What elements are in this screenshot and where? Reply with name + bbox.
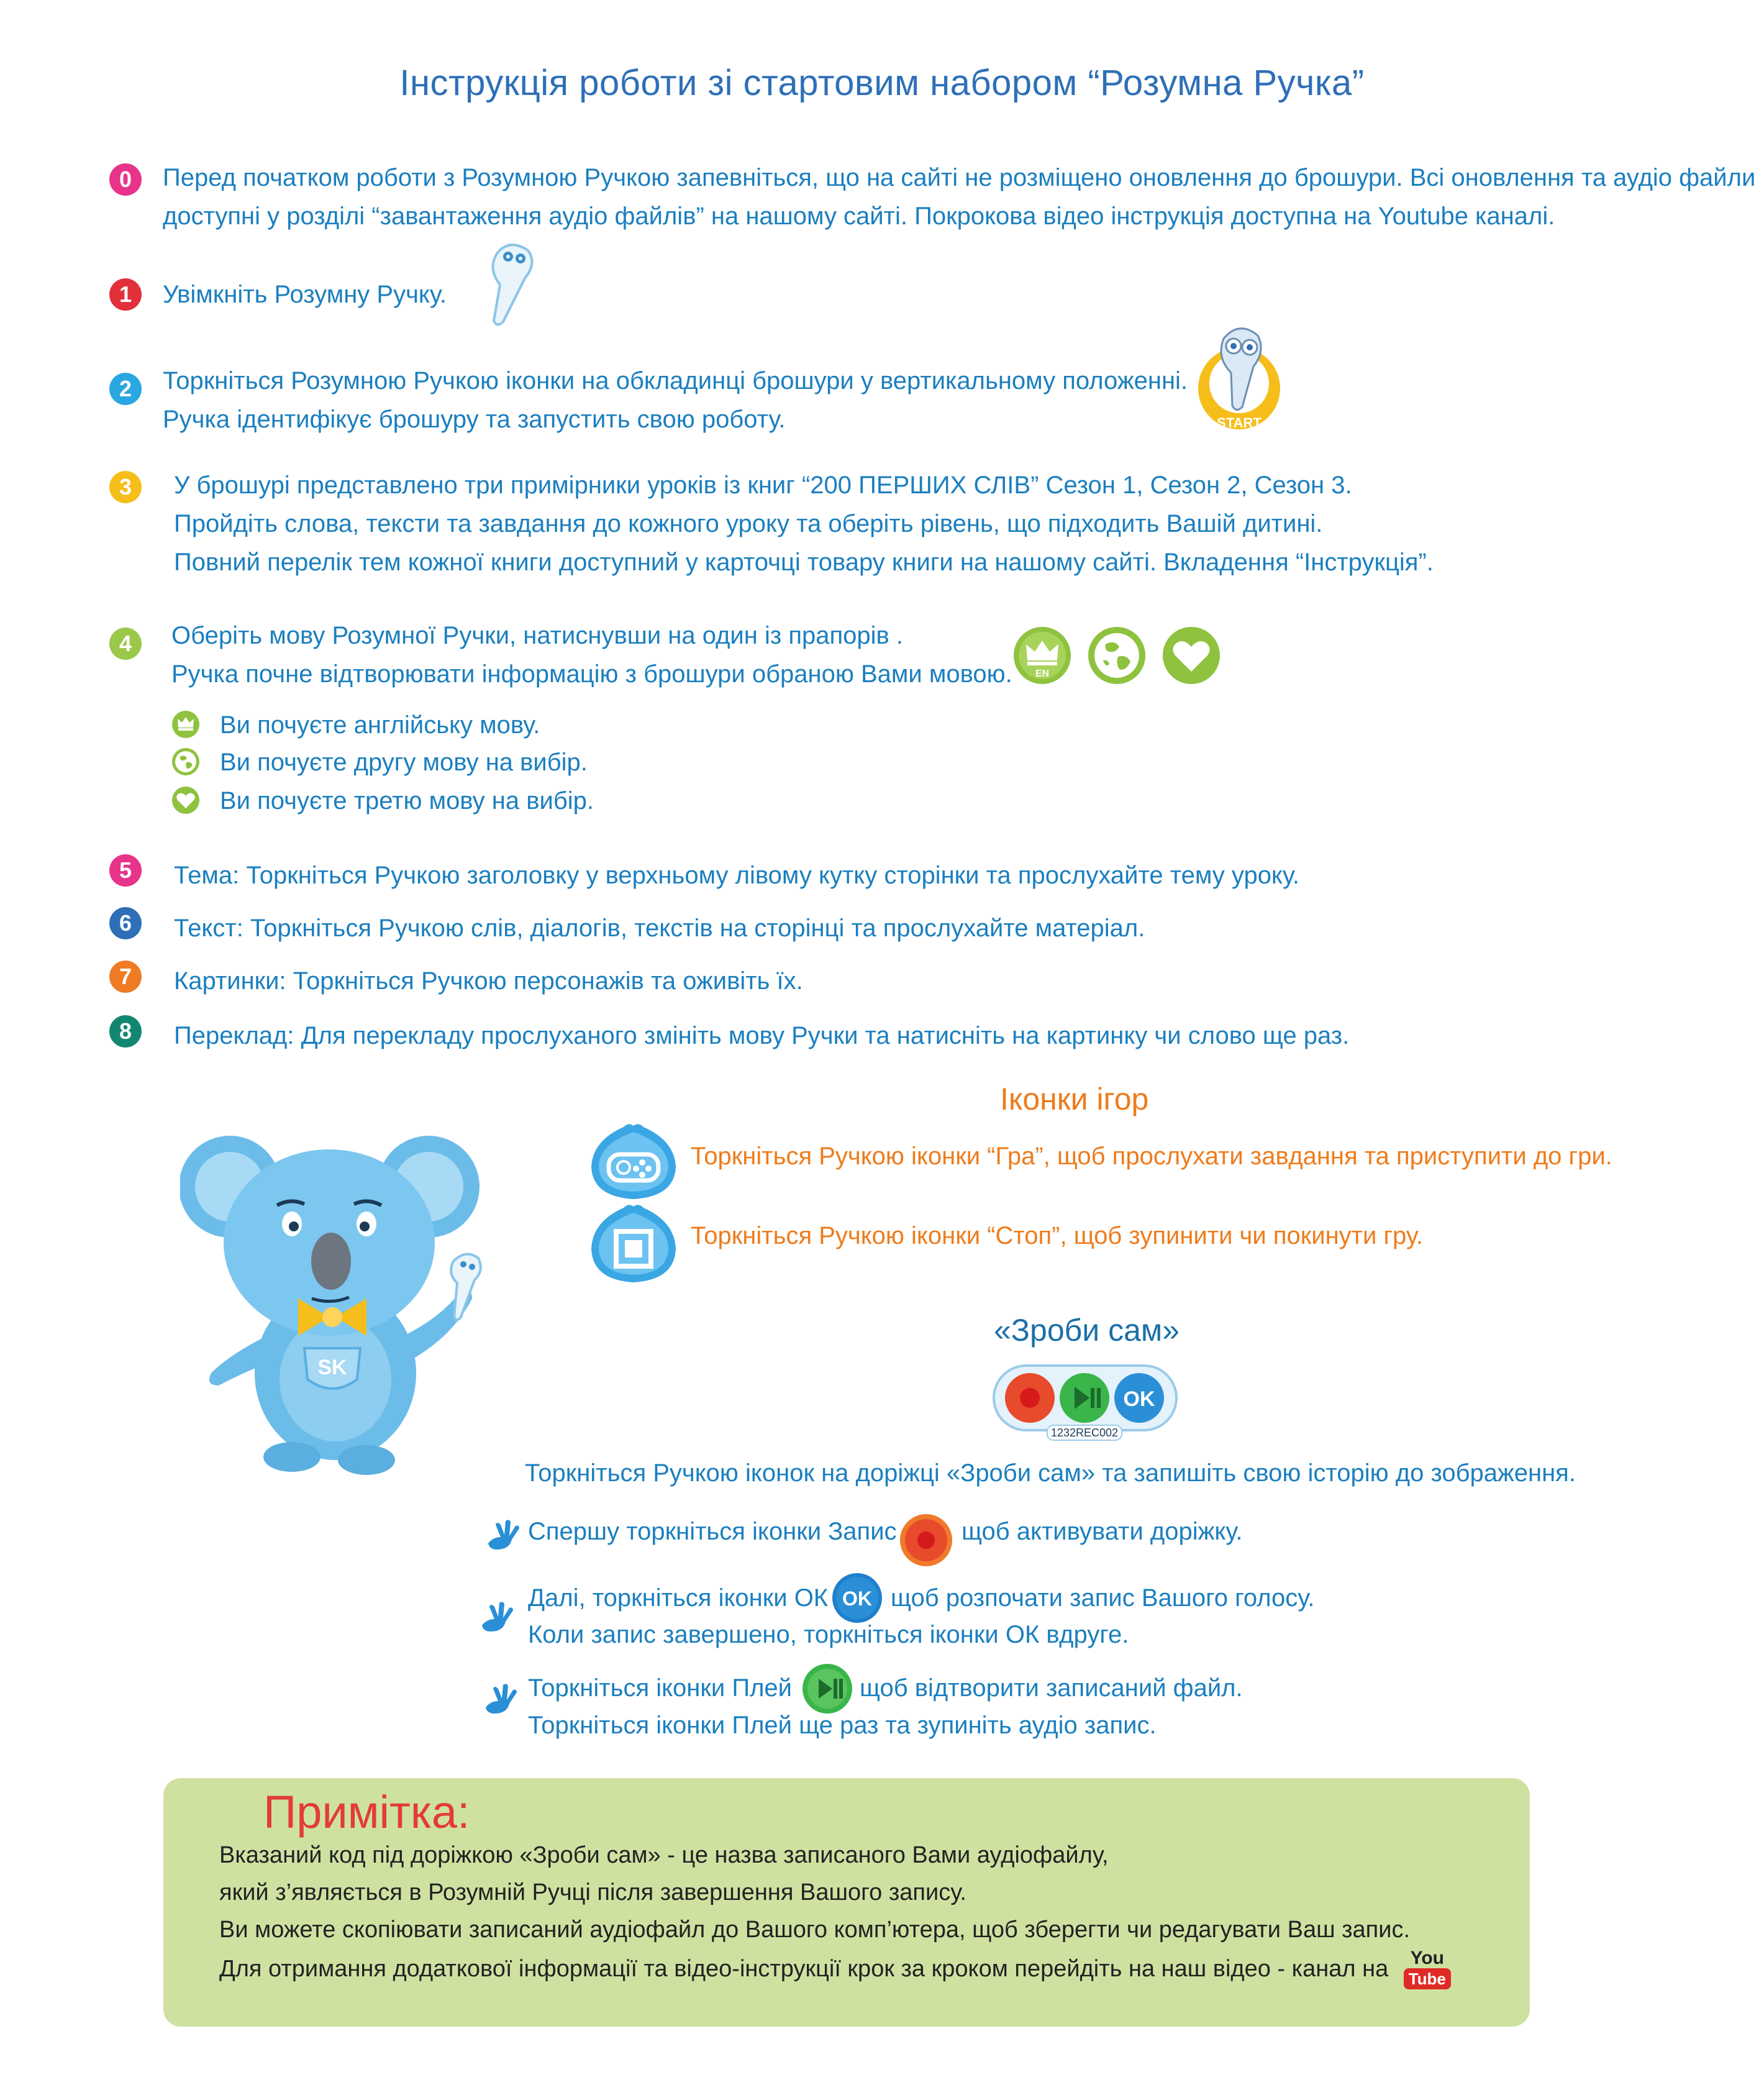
globe-small-icon bbox=[171, 747, 200, 776]
step-2-line-1: Торкніться Розумною Ручкою іконки на обкладинці брошури у вертикальному положенні. bbox=[163, 367, 1188, 395]
step-badge-7: 7 bbox=[109, 961, 142, 993]
en-label: EN bbox=[1035, 669, 1050, 679]
diy-code: 1232REC002 bbox=[1050, 1426, 1119, 1439]
step-4-line-2: Ручка почне відтворювати інформацію з брошури обраною Вами мовою. bbox=[171, 660, 1012, 688]
start-icon bbox=[1193, 314, 1286, 435]
diy-ok-line2: Коли запис завершено, торкніться іконки ОК вдруге. bbox=[528, 1621, 1129, 1648]
step-badge-2: 2 bbox=[109, 373, 142, 405]
step-4-line-1: Оберіть мову Розумної Ручки, натиснувши на один із прапорів . bbox=[171, 622, 903, 649]
step-0-line-1: Перед початком роботи з Розумною Ручкою запевніться, що на сайті не розміщено оновлення до брошури. Всі оновлення та аудіо файли bbox=[163, 164, 1756, 191]
game-play-icon bbox=[588, 1122, 680, 1203]
language-1-text: Ви почуєте англійську мову. bbox=[220, 711, 540, 739]
hand-bullet-icon bbox=[482, 1682, 519, 1717]
diy-track-ok-label: OK bbox=[1123, 1387, 1155, 1411]
note-line-4 bbox=[219, 1948, 1453, 1992]
games-title: Іконки ігор bbox=[1000, 1082, 1149, 1116]
step-badge-4: 4 bbox=[109, 628, 142, 660]
step-4-text bbox=[171, 616, 1012, 693]
step-2-line-2: Ручка ідентифікує брошуру та запустить свою роботу. bbox=[163, 406, 786, 433]
ok-icon-label: OK bbox=[842, 1587, 872, 1610]
language-3-text: Ви почуєте третю мову на вибір. bbox=[220, 787, 594, 815]
diy-ok-after: щоб розпочати запис Вашого голосу. bbox=[891, 1584, 1315, 1612]
step-badge-8: 8 bbox=[109, 1015, 142, 1048]
game-play-text: Торкніться Ручкою іконки “Гра”, щоб прослухати завдання та приступити до гри. bbox=[691, 1143, 1612, 1170]
diy-play-line2: Торкніться іконки Плей ще раз та зупиніть аудіо запис. bbox=[528, 1712, 1157, 1739]
youtube-icon-top: You bbox=[1410, 1948, 1444, 1968]
note-line-4-text: Для отримання додаткової інформації та відео-інструкції крок за кроком перейдіть на наш відео - канал на bbox=[219, 1956, 1389, 1983]
step-8-text: Переклад: Для перекладу прослуханого змініть мову Ручки та натисніть на картинку чи слово ще раз. bbox=[174, 1022, 1350, 1049]
step-badge-1: 1 bbox=[109, 278, 142, 311]
game-stop-icon bbox=[588, 1203, 680, 1286]
step-badge-0: 0 bbox=[109, 163, 142, 196]
crown-en-icon bbox=[1012, 626, 1072, 685]
note-line-2: який з’являється в Розумній Ручці після завершення Вашого запису. bbox=[219, 1879, 966, 1906]
step-7-text: Картинки: Торкніться Ручкою персонажів та оживіть їх. bbox=[174, 967, 803, 995]
note-line-1: Вказаний код під доріжкою «Зроби сам» - це назва записаного Вами аудіофайлу, bbox=[219, 1842, 1109, 1868]
hand-bullet-icon bbox=[484, 1518, 522, 1553]
globe-icon bbox=[1087, 626, 1147, 685]
diy-play-before: Торкніться іконки Плей bbox=[528, 1674, 793, 1702]
diy-ok-before: Далі, торкніться іконки ОК bbox=[528, 1584, 829, 1612]
hand-bullet-icon bbox=[478, 1600, 516, 1635]
note-line-3: Ви можете скопіювати записаний аудіофайл до Вашого комп’ютера, щоб зберегти чи редагувати Ваш запис. bbox=[219, 1917, 1411, 1943]
smart-pen-icon bbox=[478, 235, 540, 328]
step-3-line-1: У брошурі представлено три примірники уроків із книг “200 ПЕРШИХ СЛІВ” Сезон 1, Сезон 2, Сезон 3. bbox=[174, 472, 1352, 499]
note-title: Примітка: bbox=[263, 1786, 470, 1838]
step-3-text bbox=[174, 466, 1434, 582]
step-5-text: Тема: Торкніться Ручкою заголовку у верхньому лівому кутку сторінки та прослухайте тему уроку. bbox=[174, 862, 1299, 889]
heart-icon bbox=[1162, 626, 1221, 685]
step-2-text bbox=[163, 362, 1188, 439]
start-label: START bbox=[1217, 415, 1262, 431]
step-0-line-2: доступні у розділі “завантаження аудіо файлів” на нашому сайті. Покрокова відео інструкція доступна на Youtube каналі. bbox=[163, 203, 1555, 230]
youtube-icon[interactable] bbox=[1401, 1948, 1453, 1992]
language-2-text: Ви почуєте другу мову на вибір. bbox=[220, 749, 588, 776]
step-6-text: Текст: Торкніться Ручкою слів, діалогів, текстів на сторінці та прослухайте матеріал. bbox=[174, 915, 1145, 942]
youtube-icon-bottom: Tube bbox=[1404, 1968, 1451, 1989]
page-title: Інструкція роботи зі стартовим набором “Розумна Ручка” bbox=[399, 63, 1365, 103]
diy-intro: Торкніться Ручкою іконок на доріжці «Зроби сам» та запишіть свою історію до зображення. bbox=[525, 1459, 1576, 1487]
heart-small-icon bbox=[171, 786, 200, 815]
step-3-line-3: Повний перелік тем кожної книги доступний у карточці товару книги на нашому сайті. Вкладення “Інструкція”. bbox=[174, 549, 1434, 576]
diy-rec-after: щоб активувати доріжку. bbox=[962, 1518, 1243, 1545]
note-body bbox=[219, 1837, 1453, 1992]
diy-play-after: щоб відтворити записаний файл. bbox=[860, 1674, 1243, 1702]
step-1-text: Увімкніть Розумну Ручку. bbox=[163, 281, 447, 308]
record-icon bbox=[898, 1512, 954, 1568]
step-badge-6: 6 bbox=[109, 907, 142, 939]
step-0-text bbox=[163, 158, 1755, 235]
mascot-badge: SK bbox=[317, 1356, 347, 1379]
diy-title: «Зроби сам» bbox=[994, 1313, 1180, 1348]
crown-icon bbox=[171, 710, 200, 739]
step-3-line-2: Пройдіть слова, тексти та завдання до кожного уроку та оберіть рівень, що підходить Вашій дитині. bbox=[174, 510, 1323, 537]
diy-rec-before: Спершу торкніться іконки Запис bbox=[528, 1518, 897, 1545]
step-badge-3: 3 bbox=[109, 471, 142, 503]
step-badge-5: 5 bbox=[109, 854, 142, 887]
game-stop-text: Торкніться Ручкою іконки “Стоп”, щоб зупинити чи покинути гру. bbox=[691, 1222, 1423, 1249]
koala-mascot bbox=[180, 1112, 528, 1479]
diy-track-icon bbox=[991, 1361, 1179, 1441]
